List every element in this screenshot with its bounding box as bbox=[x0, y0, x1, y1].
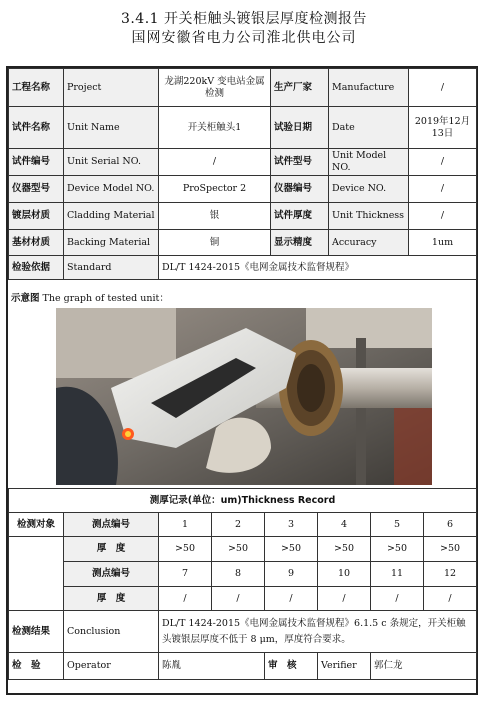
verifier-label-cn: 审 核 bbox=[265, 653, 318, 680]
accuracy-label-en: Accuracy bbox=[329, 230, 409, 256]
thickness-cell: / bbox=[371, 587, 424, 611]
object-label: 检测对象 bbox=[9, 513, 64, 537]
thickness-label-2: 厚 度 bbox=[64, 587, 159, 611]
thickness-cell: >50 bbox=[318, 537, 371, 562]
test-photo bbox=[56, 308, 432, 485]
sketch-label-cn: 示意图 bbox=[11, 293, 40, 304]
test-date-label-en: Date bbox=[329, 107, 409, 149]
backing-label-cn: 基材材质 bbox=[9, 230, 64, 256]
model-value: / bbox=[409, 149, 477, 176]
point-cell: 11 bbox=[371, 562, 424, 587]
operator-label-cn: 检 验 bbox=[9, 653, 64, 680]
point-cell: 1 bbox=[159, 513, 212, 537]
thickness-cell: >50 bbox=[265, 537, 318, 562]
point-cell: 4 bbox=[318, 513, 371, 537]
thickness-cell: >50 bbox=[159, 537, 212, 562]
sketch-label bbox=[11, 290, 169, 304]
unit-name-value: 开关柜触头1 bbox=[159, 107, 271, 149]
conclusion-label-cn: 检测结果 bbox=[9, 611, 64, 653]
point-cell: 12 bbox=[424, 562, 477, 587]
report-title: 3.4.1 开关柜触头镀银层厚度检测报告 bbox=[120, 11, 368, 27]
serial-label-cn: 试件编号 bbox=[9, 149, 64, 176]
manufacturer-value: / bbox=[409, 69, 477, 107]
device-no-label-cn: 仪器编号 bbox=[271, 176, 329, 203]
backing-value: 铜 bbox=[159, 230, 271, 256]
accuracy-value: 1um bbox=[409, 230, 477, 256]
standard-label-cn: 检验依据 bbox=[9, 256, 64, 280]
device-model-label-cn: 仪器型号 bbox=[9, 176, 64, 203]
point-cell: 9 bbox=[265, 562, 318, 587]
operator-label-en: Operator bbox=[64, 653, 159, 680]
point-cell: 8 bbox=[212, 562, 265, 587]
record-title: 测厚记录(单位：um)Thickness Record bbox=[9, 489, 477, 513]
thickness-cell: >50 bbox=[212, 537, 265, 562]
backing-label-en: Backing Material bbox=[64, 230, 159, 256]
point-cell: 3 bbox=[265, 513, 318, 537]
thickness-cell: / bbox=[318, 587, 371, 611]
thickness-cell: >50 bbox=[371, 537, 424, 562]
device-no-label-en: Device NO. bbox=[329, 176, 409, 203]
model-label-en: Unit Model NO. bbox=[329, 149, 409, 176]
device-model-value: ProSpector 2 bbox=[159, 176, 271, 203]
cladding-label-cn: 镀层材质 bbox=[9, 203, 64, 230]
project-label-en: Project bbox=[64, 69, 159, 107]
point-label-2: 测点编号 bbox=[64, 562, 159, 587]
thickness-gauge-photo bbox=[56, 308, 432, 485]
verifier-label-en: Verifier bbox=[318, 653, 371, 680]
verifier-name: 郭仁龙 bbox=[371, 653, 477, 680]
device-no-value: / bbox=[409, 176, 477, 203]
model-label-cn: 试件型号 bbox=[271, 149, 329, 176]
sketch-label-en: The graph of tested unit： bbox=[42, 293, 169, 304]
company-name: 国网安徽省电力公司淮北供电公司 bbox=[131, 30, 357, 46]
thickness-label-en: Unit Thickness bbox=[329, 203, 409, 230]
project-label-cn: 工程名称 bbox=[9, 69, 64, 107]
test-date-value: 2019年12月13日 bbox=[409, 107, 477, 149]
thickness-label-cn: 试件厚度 bbox=[271, 203, 329, 230]
conclusion-text: DL/T 1424-2015《电网金属技术监督规程》6.1.5 c 条规定，开关柜触头镀银层厚度不低于 8 μm，厚度符合要求。 bbox=[159, 611, 477, 653]
conclusion-label-en: Conclusion bbox=[64, 611, 159, 653]
standard-label-en: Standard bbox=[64, 256, 159, 280]
standard-value: DL/T 1424-2015《电网金属技术监督规程》 bbox=[159, 256, 477, 280]
point-cell: 2 bbox=[212, 513, 265, 537]
info-table bbox=[8, 68, 477, 280]
point-cell: 6 bbox=[424, 513, 477, 537]
object-value bbox=[9, 537, 64, 611]
device-model-label-en: Device Model NO. bbox=[64, 176, 159, 203]
point-label-1: 测点编号 bbox=[64, 513, 159, 537]
thickness-record-table bbox=[8, 488, 477, 680]
thickness-cell: / bbox=[424, 587, 477, 611]
thickness-value: / bbox=[409, 203, 477, 230]
report-frame bbox=[6, 66, 478, 695]
serial-value: / bbox=[159, 149, 271, 176]
point-cell: 7 bbox=[159, 562, 212, 587]
serial-label-en: Unit Serial NO. bbox=[64, 149, 159, 176]
thickness-cell: / bbox=[159, 587, 212, 611]
manufacturer-label-en: Manufacture bbox=[329, 69, 409, 107]
operator-name: 陈胤 bbox=[159, 653, 265, 680]
manufacturer-label-cn: 生产厂家 bbox=[271, 69, 329, 107]
thickness-label-1: 厚 度 bbox=[64, 537, 159, 562]
unit-name-label-en: Unit Name bbox=[64, 107, 159, 149]
test-date-label-cn: 试验日期 bbox=[271, 107, 329, 149]
project-value: 龙湖220kV 变电站金属检测 bbox=[159, 69, 271, 107]
accuracy-label-cn: 显示精度 bbox=[271, 230, 329, 256]
thickness-cell: / bbox=[212, 587, 265, 611]
unit-name-label-cn: 试件名称 bbox=[9, 107, 64, 149]
point-cell: 5 bbox=[371, 513, 424, 537]
thickness-cell: / bbox=[265, 587, 318, 611]
point-cell: 10 bbox=[318, 562, 371, 587]
thickness-cell: >50 bbox=[424, 537, 477, 562]
cladding-label-en: Cladding Material bbox=[64, 203, 159, 230]
cladding-value: 银 bbox=[159, 203, 271, 230]
